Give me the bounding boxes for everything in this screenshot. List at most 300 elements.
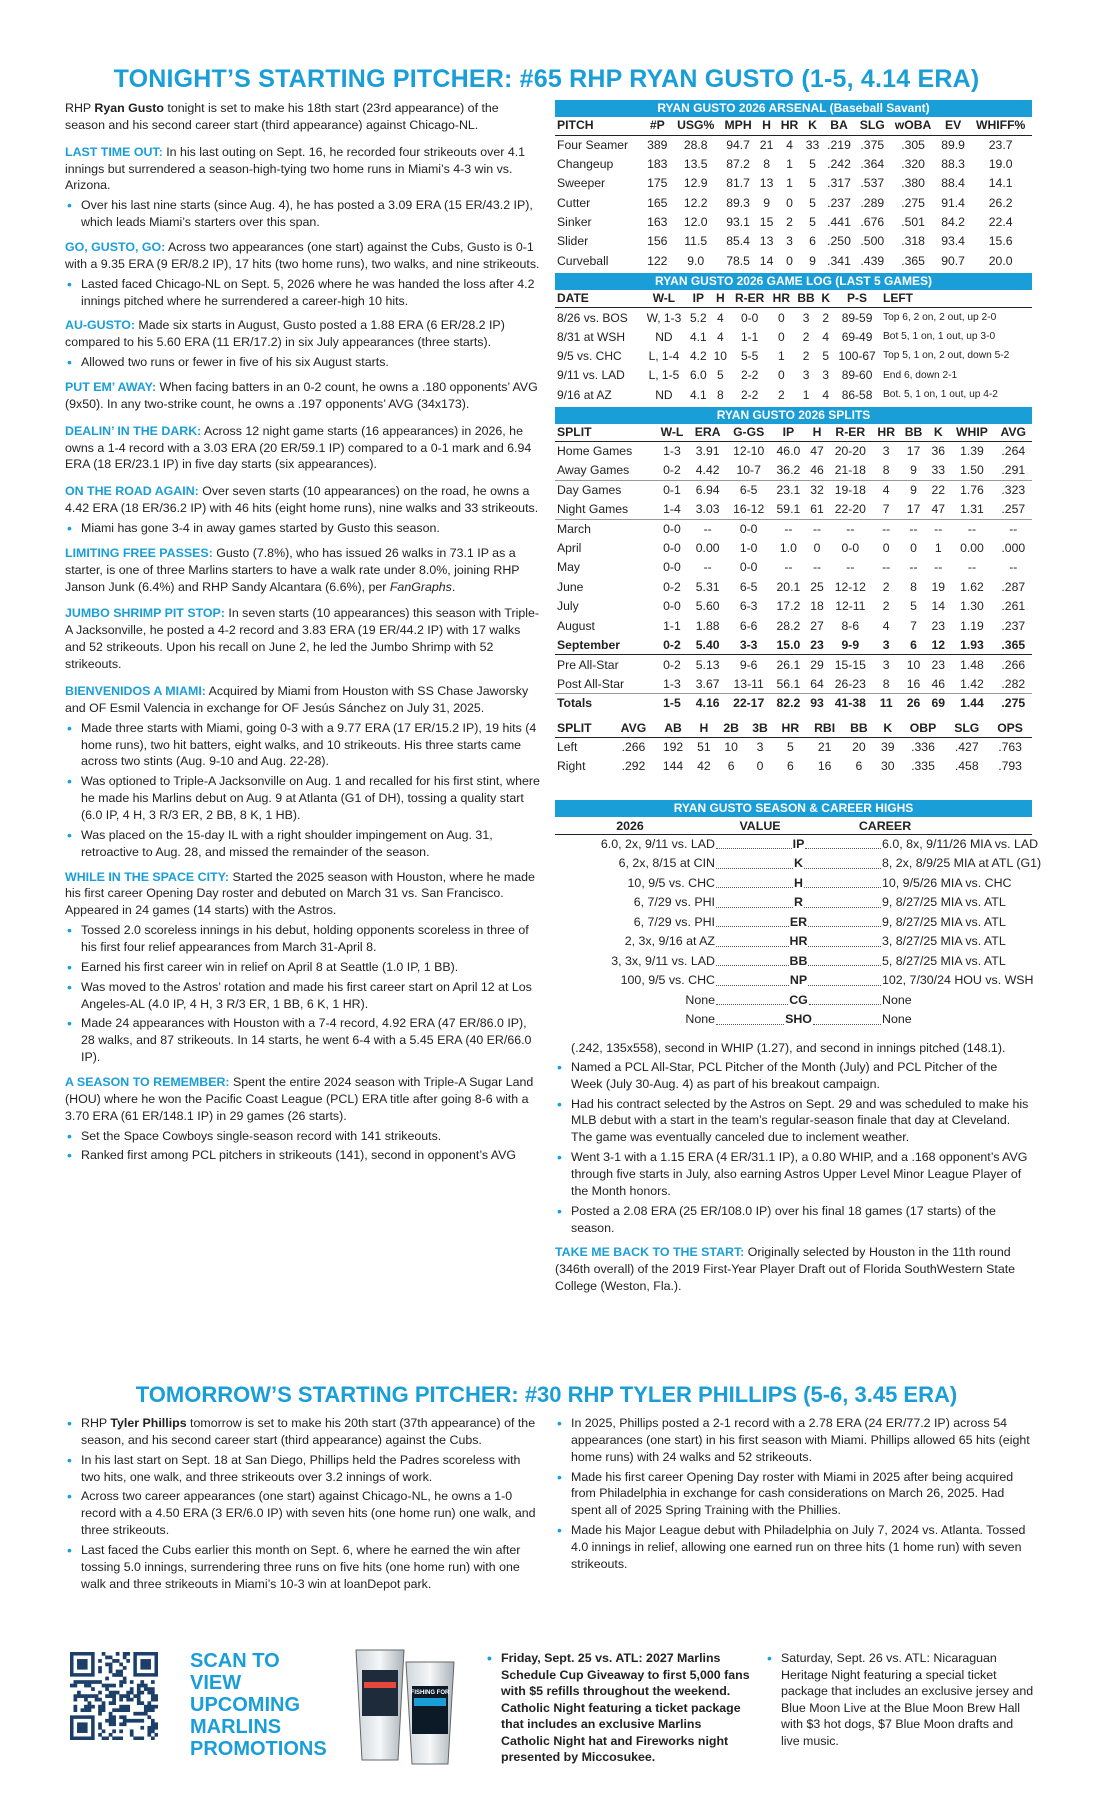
section-text: In seven starts (10 appearances) this season with Triple-A Jacksonville, he posted a 4-2 record and 3.83 ERA (19 ER/44.2 IP) with 17 walks and 52 strikeouts. Upon his recall on June 2, he led the Jumbo Shrimp with 52 strikeouts. bbox=[65, 606, 540, 672]
highs-2026-value: 3, 3x, 9/11 vs. LAD bbox=[611, 953, 715, 968]
table-cell: 89.3 bbox=[726, 195, 750, 210]
table-cell: 4.1 bbox=[689, 387, 707, 402]
section-heading: DEALIN’ IN THE DARK: bbox=[65, 423, 202, 438]
table-cell: August bbox=[557, 618, 595, 633]
table-cell: 17.2 bbox=[776, 599, 801, 614]
table-cell: Sweeper bbox=[557, 176, 606, 191]
table-cell: 163 bbox=[647, 214, 668, 229]
table-cell: -- bbox=[703, 521, 712, 536]
table-cell: 1.88 bbox=[695, 618, 720, 633]
table-cell: 90.7 bbox=[941, 253, 965, 268]
table-cell: 0-2 bbox=[663, 579, 681, 594]
list-item: • Made three starts with Miami, going 0-3 with a 9.77 ERA (17 ER/15.2 IP), 19 hits (4 home runs), two hit batters, eight walks, and 10 strikeouts. His three starts came across two stints (Aug. 9-10 and Aug. 22-28). bbox=[65, 720, 541, 771]
highs-stat: K bbox=[794, 856, 803, 871]
table-cell: 5.40 bbox=[689, 636, 727, 655]
table-cell: 13 bbox=[759, 176, 774, 191]
highs-stat: R bbox=[794, 895, 803, 910]
highs-career-value: 102, 7/30/24 HOU vs. WSH bbox=[882, 973, 1034, 988]
column-header: WHIP bbox=[949, 424, 994, 442]
table-cell: 122 bbox=[647, 253, 668, 268]
saturday-promo-text: • Saturday, Sept. 26 vs. ATL: Nicaraguan Heritage Night featuring a special ticket package that includes an exclusive jersey and Blue Moon Live at the Blue Moon Brew Hall with $3 hot dogs, $7 Blue Moon drafts and live music. bbox=[765, 1650, 1035, 1749]
highs-2026-value: None bbox=[685, 992, 715, 1007]
table-cell: 3 bbox=[873, 636, 900, 655]
table-cell: 8/31 at WSH bbox=[557, 329, 626, 344]
list-item: • Had his contract selected by the Astros on Sept. 29 and was scheduled to make his MLB debut with a start in the team’s regular-season finale that day at Cleveland. The game was eventually canceled due to inclement weather. bbox=[555, 1096, 1032, 1147]
tomorrow-right bbox=[555, 1415, 1032, 1576]
table-cell: 0-0 bbox=[740, 310, 759, 325]
table-cell: -- bbox=[812, 560, 822, 575]
list-item: • In 2025, Phillips posted a 2-1 record with a 2.78 ERA (24 ER/77.2 IP) across 54 appearances (one start) in his first season with Miami. Phillips allowed 65 hits (eight home runs) with 24 walks and 52 strikeouts. bbox=[555, 1415, 1032, 1466]
table-cell: -- bbox=[882, 560, 891, 575]
list-item: • Made 24 appearances with Houston with a 7-4 record, 4.92 ERA (47 ER/86.0 IP), 28 walks, and 87 strikeouts. In 14 starts, he went 6-4 with a 5.45 ERA (40 ER/66.0 IP). bbox=[65, 1015, 541, 1066]
section-bullets bbox=[65, 922, 541, 1066]
table-cell: 20.1 bbox=[776, 579, 801, 594]
column-header: R-ER bbox=[730, 290, 769, 308]
highs-row bbox=[563, 1010, 1032, 1030]
table-cell: 1-3 bbox=[663, 444, 681, 459]
table-cell: Day Games bbox=[557, 483, 622, 498]
table-row bbox=[555, 577, 1032, 596]
table-cell: 0 bbox=[777, 310, 785, 325]
section-text: Over seven starts (10 appearances) on the road, he owns a 4.42 ERA (18 ER/36.2 IP) with 46 hits (eight home runs), nine walks and 33 strikeouts. bbox=[65, 484, 539, 516]
table-cell: End 6, down 2-1 bbox=[883, 369, 958, 381]
section-text: Across two appearances (one start) against the Cubs, Gusto is 0-1 with a 9.35 ERA (9 ER/8.2 IP), 17 hits (two home runs), two walks, and nine strikeouts. bbox=[65, 240, 540, 271]
table-cell: Bot. 5, 1 on, 1 out, up 4-2 bbox=[883, 389, 998, 401]
table-cell: 0 bbox=[756, 758, 764, 773]
table-row bbox=[555, 154, 1032, 173]
column-header: EV bbox=[937, 117, 969, 135]
left-column bbox=[65, 100, 541, 1172]
column-header: H bbox=[806, 424, 828, 442]
table-row bbox=[555, 308, 1032, 327]
table-cell: Changeup bbox=[557, 156, 614, 171]
leader-dots bbox=[716, 1010, 784, 1025]
table-cell: 9 bbox=[763, 195, 770, 210]
section-heading: LAST TIME OUT: bbox=[65, 144, 163, 159]
table-cell: 5 bbox=[716, 368, 724, 383]
table-cell: 42 bbox=[697, 758, 711, 773]
section-paragraph bbox=[65, 605, 541, 672]
table-cell: 20-20 bbox=[834, 444, 866, 459]
table-cell: 15.6 bbox=[988, 234, 1013, 249]
section-bullets bbox=[65, 520, 541, 537]
table-cell: 81.7 bbox=[726, 176, 750, 191]
table-cell: 2 bbox=[777, 387, 785, 402]
leader-dots bbox=[804, 854, 881, 869]
highs-2026-value: None bbox=[685, 1012, 715, 1027]
leader-dots bbox=[716, 952, 789, 967]
table-row bbox=[555, 480, 1032, 499]
table-cell: 1.44 bbox=[960, 696, 984, 711]
table-cell: 64 bbox=[806, 674, 828, 693]
column-header: RBI bbox=[806, 719, 843, 737]
table-cell: 0 bbox=[777, 329, 785, 344]
table-cell: 23 bbox=[931, 657, 946, 672]
column-header: AB bbox=[655, 719, 691, 737]
table-cell: Pre All-Star bbox=[557, 657, 619, 672]
table-cell: 20.0 bbox=[988, 253, 1013, 268]
table-cell: 4.42 bbox=[689, 461, 727, 480]
table-cell: Post All-Star bbox=[555, 674, 655, 693]
highs-career-value: 6.0, 8x, 9/11/26 MIA vs. LAD bbox=[882, 836, 1039, 851]
table-cell: 1.42 bbox=[949, 674, 994, 693]
table-cell: L, 1-4 bbox=[648, 349, 680, 364]
column-header: IP bbox=[686, 290, 710, 308]
table-row bbox=[555, 655, 1032, 674]
table-cell: September bbox=[555, 636, 655, 655]
table-cell: 144 bbox=[662, 758, 684, 773]
highs-career-value: 9, 8/27/25 MIA vs. ATL bbox=[882, 895, 1006, 910]
table-cell: 26-23 bbox=[828, 674, 872, 693]
table-cell: 13.5 bbox=[683, 156, 708, 171]
highs-col-career: CAREER bbox=[858, 818, 912, 833]
table-cell: .261 bbox=[1001, 599, 1026, 614]
qr-code[interactable] bbox=[70, 1652, 158, 1740]
table-cell: -- bbox=[934, 560, 943, 575]
table-cell: .305 bbox=[901, 137, 925, 152]
list-item: • Was placed on the 15-day IL with a right shoulder impingement on Aug. 31, retroactive to Aug. 28, and missed the remainder of the season. bbox=[65, 827, 541, 861]
table-cell: 6.94 bbox=[695, 483, 720, 498]
table-cell: 0-0 bbox=[739, 521, 758, 536]
table-cell: .320 bbox=[901, 156, 925, 171]
column-header: MPH bbox=[720, 117, 756, 135]
table-cell: 9-6 bbox=[739, 657, 758, 672]
table-row bbox=[555, 347, 1032, 366]
table-cell: .427 bbox=[954, 739, 979, 754]
table-cell: 28.8 bbox=[683, 137, 708, 152]
table-cell: 5-5 bbox=[740, 349, 759, 364]
column-header: H bbox=[710, 290, 730, 308]
table-cell: 19-18 bbox=[834, 483, 866, 498]
table-cell: 1-5 bbox=[663, 696, 681, 711]
section-paragraph bbox=[65, 144, 541, 195]
table-cell: 1.62 bbox=[960, 579, 984, 594]
table-cell: Totals bbox=[557, 696, 592, 711]
table-cell: -- bbox=[882, 521, 891, 536]
table-header-row bbox=[555, 719, 1032, 737]
schedule-cup-image bbox=[350, 1642, 470, 1767]
section-paragraph bbox=[65, 1074, 541, 1125]
table-cell: .364 bbox=[860, 156, 885, 171]
table-cell: 12 bbox=[927, 636, 949, 655]
table-cell: May bbox=[557, 560, 581, 575]
column-header: W-L bbox=[655, 424, 689, 442]
section-paragraph bbox=[65, 239, 541, 273]
table-cell: 5.13 bbox=[695, 657, 720, 672]
list-item: • RHP Tyler Phillips tomorrow is set to make his 20th start (37th appearance) of the season, and his second career start (third appearance) against the Cubs. bbox=[65, 1415, 541, 1449]
table-cell: 0 bbox=[786, 253, 793, 268]
column-header: H bbox=[691, 719, 717, 737]
table-cell: .242 bbox=[827, 156, 851, 171]
table-cell: 39 bbox=[880, 739, 895, 754]
table-cell: 6 bbox=[727, 758, 735, 773]
leader-dots bbox=[805, 835, 881, 850]
list-item: • Made his first career Opening Day roster with Miami in 2025 after being acquired from Philadelphia in exchange for cash considerations on March 26, 2025. Had spent all of 2025 Spring Training with the Phillies. bbox=[555, 1469, 1032, 1520]
table-cell: 14 bbox=[931, 599, 946, 614]
table-cell: Curveball bbox=[557, 253, 609, 268]
table-cell: 51 bbox=[697, 739, 711, 754]
table-row bbox=[555, 213, 1032, 232]
column-header: 2B bbox=[717, 719, 746, 737]
table-cell: 2 bbox=[882, 579, 890, 594]
leader-dots bbox=[808, 913, 881, 928]
table-cell: ND bbox=[655, 387, 673, 402]
table-row bbox=[555, 519, 1032, 538]
table-cell: .257 bbox=[995, 500, 1032, 519]
table-cell: -- bbox=[846, 560, 855, 575]
table-cell: .275 bbox=[1001, 696, 1026, 711]
table-cell: 82.2 bbox=[776, 696, 801, 711]
section-heading: A SEASON TO REMEMBER: bbox=[65, 1074, 230, 1089]
list-item: • Last faced the Cubs earlier this month on Sept. 6, where he earned the win after tossing 5.0 innings, surrendering three runs on five hits (one home run) with one walk and three strikeouts in Miami’s 10-3 win at loanDepot park. bbox=[65, 1542, 541, 1593]
table-cell: 8 bbox=[763, 156, 770, 171]
table-cell: 8 bbox=[873, 674, 900, 693]
table-cell: 3 bbox=[802, 310, 810, 325]
leader-dots bbox=[804, 893, 881, 908]
table-cell: 9/16 at AZ bbox=[557, 387, 612, 402]
column-header: HR bbox=[774, 719, 806, 737]
table-cell: 7 bbox=[873, 500, 900, 519]
table-cell: 15.0 bbox=[771, 636, 806, 655]
column-header: wOBA bbox=[889, 117, 937, 135]
highs-row bbox=[563, 971, 1032, 991]
table-cell: 1 bbox=[786, 176, 793, 191]
table-cell: W, 1-3 bbox=[646, 310, 682, 325]
table-cell: Slider bbox=[557, 234, 589, 249]
table-row bbox=[555, 193, 1032, 212]
table-cell: 86-58 bbox=[841, 387, 873, 402]
table-row bbox=[555, 757, 1032, 776]
section-bullets bbox=[65, 1128, 541, 1165]
splits-table bbox=[555, 424, 1032, 713]
table-cell: .676 bbox=[860, 214, 885, 229]
table-cell: 1 bbox=[934, 541, 942, 556]
right-continuation bbox=[555, 1040, 1032, 1295]
highs-stat: BB bbox=[789, 953, 808, 968]
column-header: AVG bbox=[612, 719, 655, 737]
table-cell: .336 bbox=[911, 739, 935, 754]
column-header: SLG bbox=[855, 117, 889, 135]
table-cell: 6-5 bbox=[739, 579, 758, 594]
table-cell: Bot 5, 1 on, 1 out, up 3-0 bbox=[883, 330, 996, 342]
splits-title: RYAN GUSTO 2026 SPLITS bbox=[555, 407, 1032, 424]
table-cell: 3 bbox=[882, 657, 890, 672]
table-cell: 0.00 bbox=[960, 541, 984, 556]
table-cell: July bbox=[557, 599, 579, 614]
table-cell: 9.0 bbox=[687, 253, 705, 268]
table-cell: 21 bbox=[759, 137, 774, 152]
table-cell: 9/5 vs. CHC bbox=[557, 349, 622, 364]
table-cell: 12-11 bbox=[835, 599, 866, 614]
table-cell: 88.3 bbox=[941, 156, 965, 171]
table-row bbox=[555, 174, 1032, 193]
table-cell: 5 bbox=[809, 195, 816, 210]
column-header: P-S bbox=[833, 290, 881, 308]
table-cell: 14 bbox=[759, 253, 774, 268]
highs-2026-value: 6.0, 2x, 9/11 vs. LAD bbox=[600, 836, 715, 851]
table-cell: 8 bbox=[910, 579, 917, 594]
table-cell: 30 bbox=[880, 758, 895, 773]
table-cell: 3 bbox=[822, 368, 830, 383]
table-cell: 4 bbox=[716, 329, 724, 344]
table-cell: 23.1 bbox=[776, 483, 801, 498]
leader-dots bbox=[808, 932, 881, 947]
table-cell: 20 bbox=[852, 739, 866, 754]
table-cell: 22 bbox=[931, 483, 946, 498]
table-cell: 3.91 bbox=[695, 444, 720, 459]
table-cell: 26 bbox=[906, 696, 921, 711]
table-cell: 46 bbox=[927, 674, 949, 693]
table-cell: 2 bbox=[882, 599, 890, 614]
column-header: HR bbox=[777, 117, 802, 135]
table-row bbox=[555, 251, 1032, 270]
table-cell: 2 bbox=[802, 329, 810, 344]
table-row bbox=[555, 461, 1032, 480]
column-header: K bbox=[802, 117, 823, 135]
table-cell: 19.0 bbox=[988, 156, 1013, 171]
section-paragraph bbox=[65, 483, 541, 517]
table-cell: 0-1 bbox=[663, 483, 681, 498]
list-item: • Went 3-1 with a 1.15 ERA (4 ER/31.1 IP), a 0.80 WHIP, and a .168 opponent’s AVG through five starts in July, also earning Astros Upper Level Minor League Player of the Month honors. bbox=[555, 1149, 1032, 1200]
table-cell: 0.00 bbox=[695, 541, 720, 556]
highs-stat: HR bbox=[789, 934, 808, 949]
table-cell: 5 bbox=[910, 599, 917, 614]
table-cell: 41-38 bbox=[834, 696, 866, 711]
column-header: ERA bbox=[689, 424, 727, 442]
table-cell: 2 bbox=[786, 214, 793, 229]
table-cell: 0-0 bbox=[841, 541, 860, 556]
gamelog-table bbox=[555, 290, 1032, 405]
highs-title: RYAN GUSTO SEASON & CAREER HIGHS bbox=[555, 800, 1032, 817]
table-cell: 9 bbox=[910, 483, 917, 498]
table-cell: 3 bbox=[802, 368, 810, 383]
leader-dots bbox=[808, 971, 881, 986]
table-cell: March bbox=[557, 521, 591, 536]
column-header: DATE bbox=[555, 290, 642, 308]
table-cell: 9/11 vs. LAD bbox=[557, 368, 625, 383]
table-cell: 156 bbox=[647, 234, 668, 249]
table-cell: .287 bbox=[1001, 579, 1026, 594]
arsenal-table bbox=[555, 117, 1032, 271]
table-cell: 6-6 bbox=[739, 618, 758, 633]
table-cell: .237 bbox=[827, 195, 851, 210]
table-cell: 100-67 bbox=[838, 349, 876, 364]
highs-career-value: None bbox=[882, 992, 912, 1007]
section-text: Acquired by Miami from Houston with SS Chase Jaworsky and OF Esmil Valencia in exchange for OF Jesús Sánchez on July 31, 2025. bbox=[65, 683, 529, 715]
table-cell: ND bbox=[655, 329, 673, 344]
highs-2026-value: 100, 9/5 vs. CHC bbox=[620, 973, 715, 988]
list-item: • Across two career appearances (one start) against Chicago-NL, he owns a 1-0 record with a 4.50 ERA (3 ER/6.0 IP) with seven hits (one home run) one walk, and three strikeouts. bbox=[65, 1488, 541, 1539]
table-cell: 10 bbox=[713, 349, 727, 364]
section-heading: JUMBO SHRIMP PIT STOP: bbox=[65, 606, 225, 621]
table-cell: .264 bbox=[1001, 444, 1026, 459]
table-cell: 12.0 bbox=[683, 214, 708, 229]
table-cell: 2 bbox=[802, 349, 810, 364]
table-cell: .289 bbox=[860, 195, 885, 210]
highs-stat: IP bbox=[792, 836, 805, 851]
leader-dots bbox=[716, 854, 793, 869]
table-cell: 78.5 bbox=[726, 253, 750, 268]
table-cell: 85.4 bbox=[726, 234, 750, 249]
column-header: K bbox=[818, 290, 833, 308]
table-cell: 14.1 bbox=[988, 176, 1013, 191]
highs-row bbox=[563, 893, 1032, 913]
table-cell: .282 bbox=[995, 674, 1032, 693]
table-cell: 12.9 bbox=[683, 176, 708, 191]
table-cell: 165 bbox=[647, 195, 668, 210]
table-cell: 23 bbox=[806, 636, 828, 655]
table-cell: -- bbox=[784, 521, 793, 536]
table-cell: 28.2 bbox=[776, 618, 801, 633]
table-cell: 4 bbox=[786, 137, 793, 152]
section-heading: WHILE IN THE SPACE CITY: bbox=[65, 869, 230, 884]
column-header: OBP bbox=[901, 719, 946, 737]
leader-dots bbox=[813, 1010, 881, 1025]
table-cell: 46.0 bbox=[776, 444, 801, 459]
table-cell: 36.2 bbox=[771, 461, 806, 480]
table-cell: 22-20 bbox=[828, 500, 872, 519]
table-row bbox=[555, 616, 1032, 635]
column-header: K bbox=[875, 719, 901, 737]
table-cell: 0-0 bbox=[663, 599, 681, 614]
column-header: 3B bbox=[746, 719, 775, 737]
table-cell: 89-60 bbox=[841, 368, 873, 383]
table-cell: .000 bbox=[1001, 541, 1026, 556]
right-column bbox=[555, 100, 1042, 1305]
table-cell: 93 bbox=[810, 696, 824, 711]
table-cell: 1.0 bbox=[779, 541, 797, 556]
highs-row bbox=[563, 932, 1032, 952]
table-cell: 0-2 bbox=[663, 657, 681, 672]
highs-2026-value: 2, 3x, 9/16 at AZ bbox=[624, 934, 715, 949]
table-cell: 25 bbox=[810, 579, 824, 594]
highs-2026-value: 10, 9/5 vs. CHC bbox=[627, 875, 715, 890]
highs-col-value: VALUE bbox=[739, 818, 781, 833]
highs-career-value: 8, 2x, 8/9/25 MIA at ATL (G1) bbox=[882, 856, 1042, 871]
table-cell: .341 bbox=[827, 253, 851, 268]
leader-dots bbox=[808, 952, 881, 967]
table-cell: 1 bbox=[777, 349, 785, 364]
table-cell: 1.39 bbox=[960, 444, 984, 459]
highs-row bbox=[563, 874, 1032, 894]
highs-row bbox=[563, 952, 1032, 972]
table-cell: 5 bbox=[786, 739, 794, 754]
table-cell: 15-15 bbox=[834, 657, 866, 672]
column-header: HR bbox=[769, 290, 794, 308]
table-cell: Top 5, 1 on, 2 out, down 5-2 bbox=[883, 350, 1010, 362]
table-cell: 94.7 bbox=[726, 137, 750, 152]
table-cell: 56.1 bbox=[771, 674, 806, 693]
arsenal-title: RYAN GUSTO 2026 ARSENAL (Baseball Savant) bbox=[555, 100, 1032, 117]
table-cell: -- bbox=[967, 560, 977, 575]
table-row bbox=[555, 737, 1032, 756]
table-cell: 16 bbox=[900, 674, 927, 693]
highs-row bbox=[563, 854, 1042, 874]
table-cell: 3 bbox=[882, 444, 890, 459]
table-cell: .292 bbox=[621, 758, 646, 773]
table-row bbox=[555, 500, 1032, 519]
table-cell: 4 bbox=[882, 618, 890, 633]
column-header: OPS bbox=[988, 719, 1032, 737]
friday-promo bbox=[485, 1650, 750, 1769]
highs-stat: SHO bbox=[785, 1012, 812, 1027]
svg-text:FISHING FOR: FISHING FOR bbox=[410, 1690, 450, 1696]
table-cell: 19 bbox=[931, 579, 946, 594]
table-cell: Sinker bbox=[557, 214, 592, 229]
highs-stat: CG bbox=[789, 992, 808, 1007]
table-cell: 9-9 bbox=[828, 636, 872, 655]
table-cell: 4 bbox=[822, 387, 830, 402]
